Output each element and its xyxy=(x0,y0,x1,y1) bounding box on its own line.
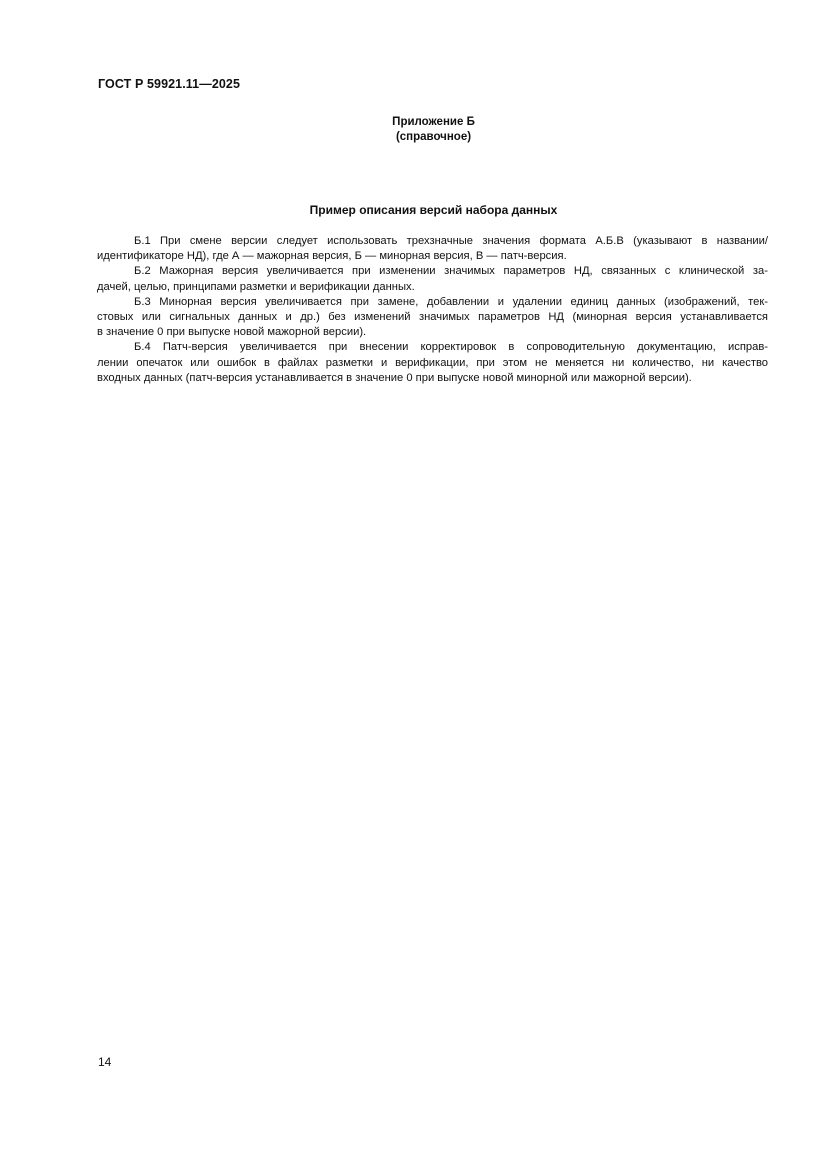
section-title: Пример описания версий набора данных xyxy=(309,203,558,217)
paragraph-b1 xyxy=(97,234,768,264)
paragraph-line: Б.3 Минорная версия увеличивается при замене, добавлении и удалении единиц данных (изображений, тек- xyxy=(134,295,768,308)
paragraph-line: входных данных (патч-версия устанавливается в значение 0 при выпуске новой минорной или мажорной версии). xyxy=(97,371,692,384)
paragraph-b3 xyxy=(97,295,768,341)
appendix-subtitle: (справочное) xyxy=(395,131,472,143)
paragraph-line: Б.4 Патч-версия увеличивается при внесении корректировок в сопроводительную документацию, исправ- xyxy=(134,341,768,354)
page-number: 14 xyxy=(98,1055,112,1069)
paragraph-b2 xyxy=(97,264,768,294)
paragraph-b4 xyxy=(97,340,768,386)
paragraph-line: Б.1 При смене версии следует использовать трехзначные значения формата А.Б.В (указывают в названии/ xyxy=(134,235,768,247)
paragraph-line: Б.2 Мажорная версия увеличивается при изменении значимых параметров НД, связанных с клинической за- xyxy=(134,265,768,278)
appendix-title: Приложение Б xyxy=(392,116,475,128)
standard-number-header: ГОСТ Р 59921.11—2025 xyxy=(98,77,241,91)
section-title-wrapper xyxy=(0,203,827,217)
paragraph-line: в значение 0 при выпуске новой мажорной версии). xyxy=(97,326,367,339)
body-text xyxy=(97,234,768,386)
appendix-heading xyxy=(0,115,827,145)
paragraph-line: стовых или сигнальных данных и др.) без изменений значимых параметров НД (минорная версия устанавливается xyxy=(97,310,768,323)
paragraph-line: идентификаторе НД), где А — мажорная версия, Б — минорная версия, В — патч-версия. xyxy=(97,250,567,263)
paragraph-line: лении опечаток или ошибок в файлах разметки и верификации, при этом не меняется ни количество, ни качество xyxy=(97,356,768,369)
paragraph-line: дачей, целью, принципами разметки и верификации данных. xyxy=(97,280,415,293)
